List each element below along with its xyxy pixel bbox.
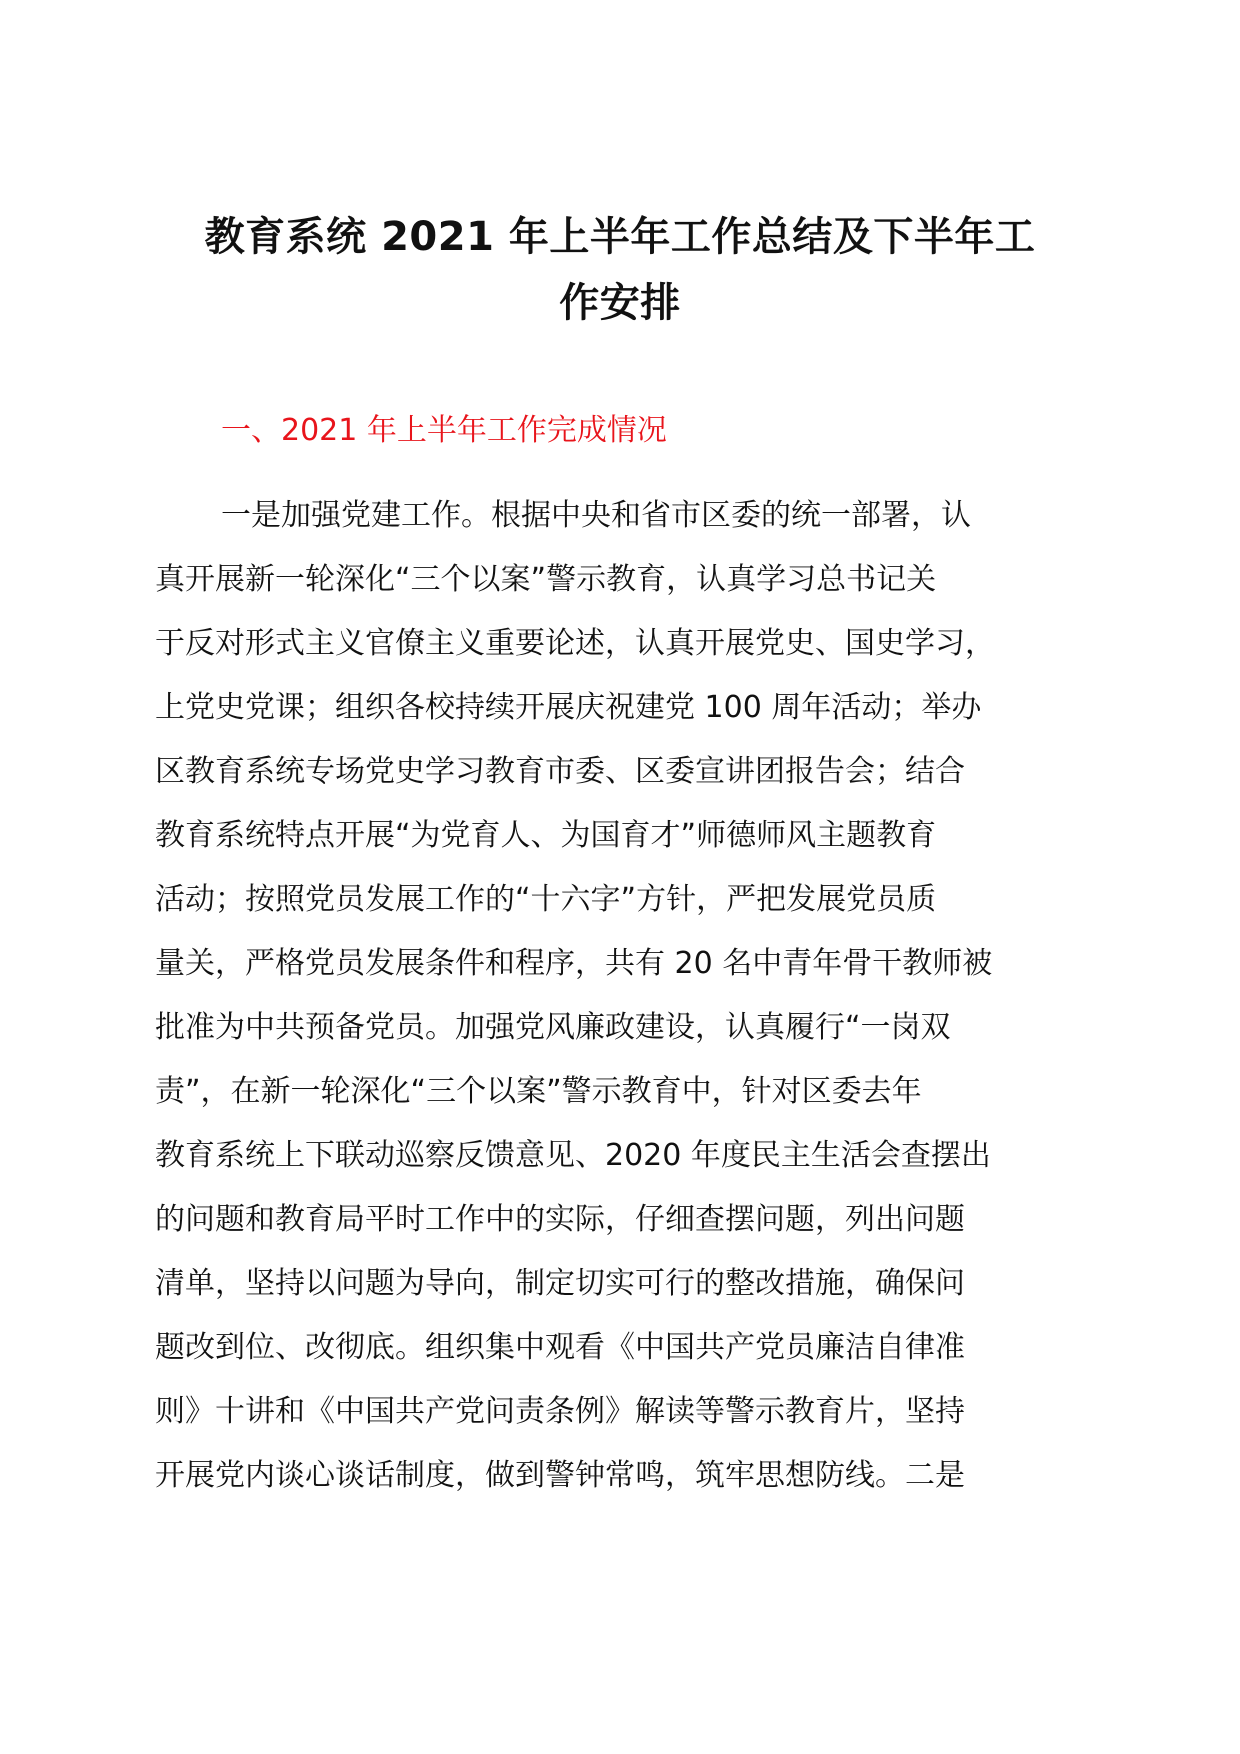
body-line: 批准为中共预备党员。加强党风廉政建设，认真履行“一岗双 xyxy=(155,1010,951,1045)
document-title-line-2: 作安排 xyxy=(559,280,681,326)
document-title-line-1: 教育系统 2021 年上半年工作总结及下半年工 xyxy=(204,214,1036,260)
body-line: 则》十讲和《中国共产党问责条例》解读等警示教育片，坚持 xyxy=(155,1394,965,1429)
body-line: 一是加强党建工作。根据中央和省市区委的统一部署，认 xyxy=(221,498,971,533)
body-line: 区教育系统专场党史学习教育市委、区委宣讲团报告会；结合 xyxy=(155,754,965,789)
body-line: 上党史党课；组织各校持续开展庆祝建党 100 周年活动；举办 xyxy=(155,690,982,725)
body-line: 教育系统特点开展“为党育人、为国育才”师德师风主题教育 xyxy=(155,818,937,853)
body-line: 的问题和教育局平时工作中的实际，仔细查摆问题，列出问题 xyxy=(155,1202,965,1237)
body-line: 活动；按照党员发展工作的“十六字”方针，严把发展党员质 xyxy=(155,882,937,917)
body-paragraph xyxy=(155,484,1095,1508)
body-line: 开展党内谈心谈话制度，做到警钟常鸣，筑牢思想防线。二是 xyxy=(155,1458,965,1493)
body-line: 责”，在新一轮深化“三个以案”警示教育中，针对区委去年 xyxy=(155,1074,922,1109)
body-line: 真开展新一轮深化“三个以案”警示教育，认真学习总书记关 xyxy=(155,562,937,597)
body-line: 量关，严格党员发展条件和程序，共有 20 名中青年骨干教师被 xyxy=(155,946,993,981)
body-line: 教育系统上下联动巡察反馈意见、2020 年度民主生活会查摆出 xyxy=(155,1138,991,1173)
body-line: 清单，坚持以问题为导向，制定切实可行的整改措施，确保问 xyxy=(155,1266,965,1301)
body-line: 题改到位、改彻底。组织集中观看《中国共产党员廉洁自律准 xyxy=(155,1330,965,1365)
section-heading: 一、2021 年上半年工作完成情况 xyxy=(221,413,667,448)
body-line: 于反对形式主义官僚主义重要论述，认真开展党史、国史学习， xyxy=(155,626,995,661)
document-title xyxy=(150,204,1090,336)
